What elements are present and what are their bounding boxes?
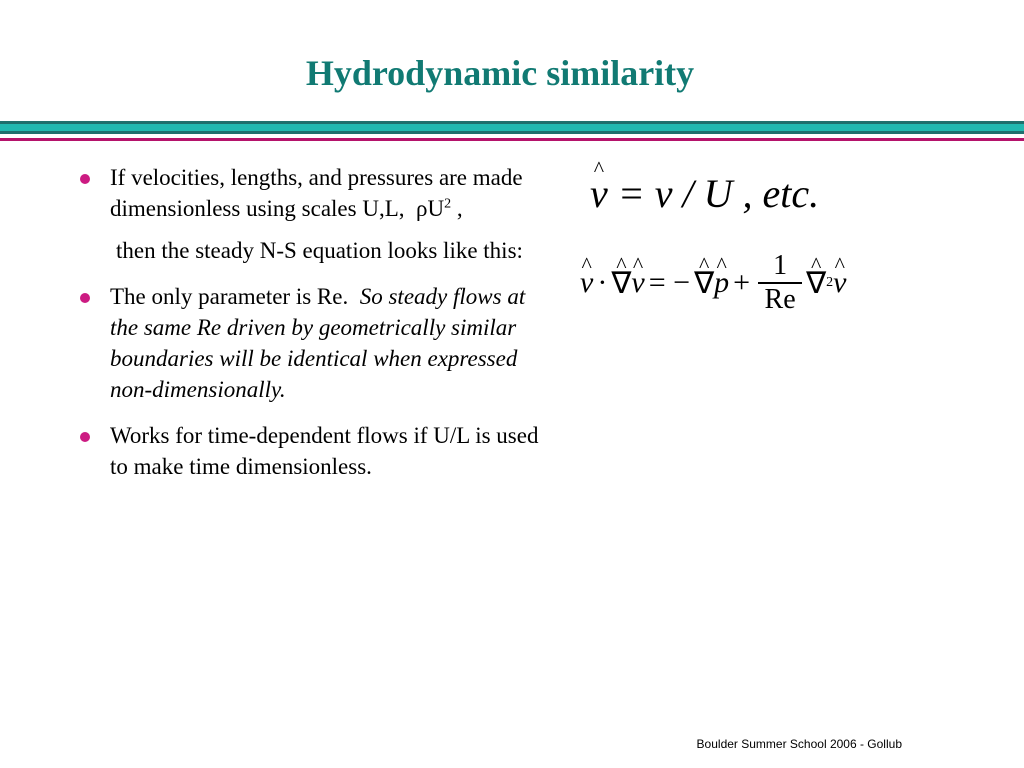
eq2-equals: = − bbox=[648, 266, 691, 299]
bullet-2-italic-text: So steady flows at the same Re driven by geometrically similar boundaries will be identical when expressed non-dimensionally. bbox=[110, 284, 526, 402]
eq2-fraction bbox=[758, 250, 802, 316]
bullet-1-rho-scale: ρU bbox=[416, 196, 445, 221]
bullet-1-text: If velocities, lengths, and pressures are made dimensionless using scales U,L, bbox=[110, 165, 523, 221]
slide-footer: Boulder Summer School 2006 - Gollub bbox=[696, 737, 902, 751]
eq2-nabla-hat-3: ^ ∇ bbox=[806, 266, 826, 301]
bullet-1-continuation-text: then the steady N-S equation looks like this: bbox=[116, 238, 523, 263]
bullet-2-text: The only parameter is Re. bbox=[110, 284, 349, 309]
eq1-rhs: = v / U , etc. bbox=[617, 171, 820, 216]
bullet-dot-icon bbox=[80, 432, 90, 442]
eq2-plus: + bbox=[733, 266, 751, 299]
header-divider-magenta bbox=[0, 138, 1024, 141]
bullet-item-3 bbox=[78, 420, 548, 482]
equation-navier-stokes: ^ v · ^ ∇ ^ v = − ^ ∇ ^ p + $\frac{1}{Re}$ ^ ∇ 2 ^ v bbox=[580, 250, 846, 316]
eq2-dot: · bbox=[597, 266, 608, 299]
eq2-nabla-hat-2: ^ ∇ bbox=[694, 266, 714, 301]
header-divider-dark-bottom bbox=[0, 131, 1024, 134]
eq2-p-hat: ^ p bbox=[714, 266, 729, 300]
bullet-1-tail: , bbox=[451, 196, 463, 221]
bullet-item-2 bbox=[78, 281, 548, 405]
eq2-fraction-numerator: 1 bbox=[773, 250, 788, 281]
slide-title: Hydrodynamic similarity bbox=[305, 53, 695, 93]
eq2-fraction-denominator: Re bbox=[764, 284, 796, 315]
bullet-dot-icon bbox=[80, 174, 90, 184]
eq2-v-hat-2: ^ v bbox=[631, 266, 644, 300]
eq2-v-hat-1: ^ v bbox=[580, 266, 593, 300]
eq2-v-hat-3: ^ v bbox=[833, 266, 846, 300]
bullet-1-exponent: 2 bbox=[444, 196, 452, 212]
header-divider-teal bbox=[0, 124, 1024, 131]
eq1-v-hat: ^ v bbox=[590, 170, 608, 217]
bullet-item-1 bbox=[78, 162, 548, 224]
bullet-1-continuation bbox=[78, 235, 548, 266]
bullet-dot-icon bbox=[80, 293, 90, 303]
bullet-3-text: Works for time-dependent flows if U/L is used to make time dimensionless. bbox=[110, 423, 539, 479]
equation-scaling bbox=[590, 170, 819, 217]
eq2-nabla-hat-1: ^ ∇ bbox=[611, 266, 631, 301]
bullet-list bbox=[78, 162, 548, 497]
